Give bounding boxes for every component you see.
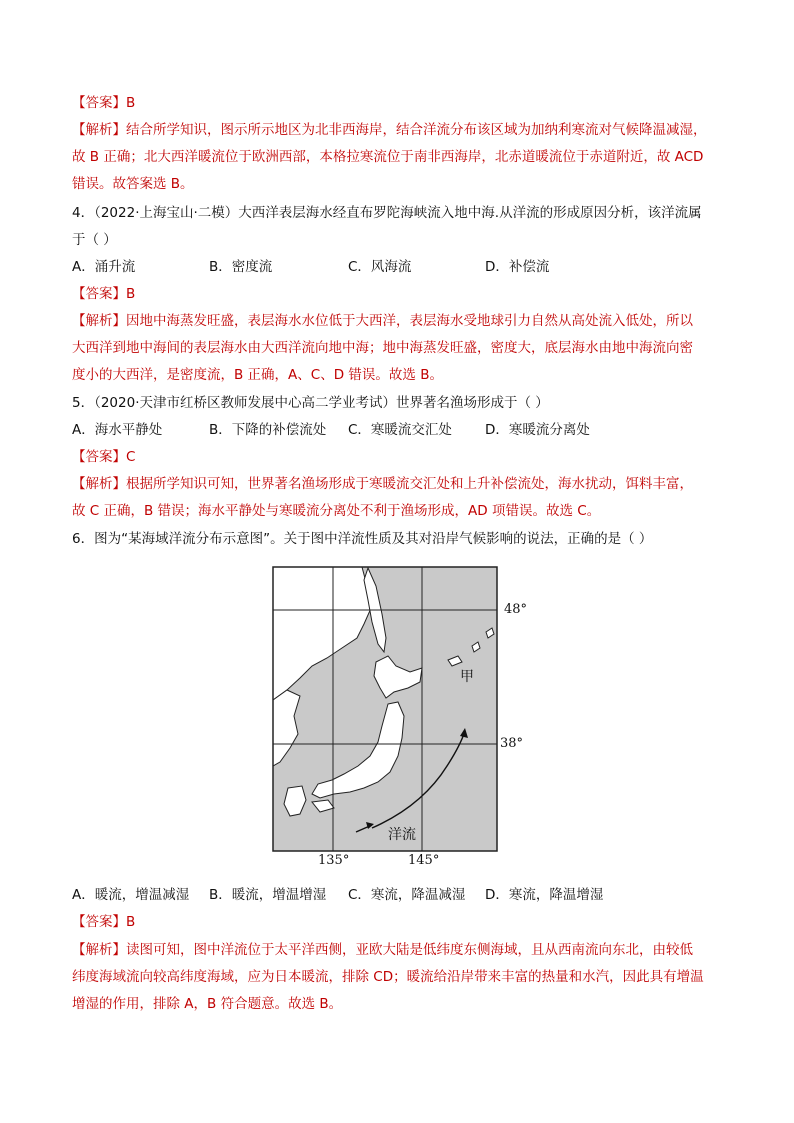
- point-label-jia: 甲: [460, 669, 474, 685]
- q6-option-b: B．暖流，增温增湿: [209, 887, 327, 903]
- q6-stem-line-1: 6．图为“某海域洋流分布示意图”。关于图中洋流性质及其对沿岸气候影响的说法，正确的是（ ）: [72, 531, 653, 547]
- q6-answer: B: [126, 914, 136, 930]
- q3-analysis-line-2: 故 B 正确；北大西洋暖流位于欧洲西部，本格拉寒流位于南非西海岸，北赤道暖流位于赤道附近，故 ACD: [72, 149, 704, 165]
- answer-tag: 【答案】: [72, 95, 126, 111]
- q4-answer: B: [126, 286, 136, 302]
- analysis-tag: 【解析】: [72, 122, 126, 138]
- q5-analysis-line-1: 【解析】根据所学知识可知，世界著名渔场形成于寒暖流交汇处和上升补偿流处，海水扰动，饵料丰富，: [72, 476, 693, 492]
- q4-stem-line-2: 于（ ）: [72, 232, 117, 248]
- q6-option-c: C．寒流，降温减湿: [348, 887, 466, 903]
- q5-option-d: D．寒暖流分离处: [485, 422, 590, 438]
- q5-analysis-line-2: 故 C 正确，B 错误；海水平静处与寒暖流分离处不利于渔场形成，AD 项错误。故选 C。: [72, 503, 601, 519]
- q3-answer-line: [72, 93, 135, 113]
- q6-analysis-line-3: 增湿的作用，排除 A，B 符合题意。故选 B。: [72, 996, 343, 1012]
- q6-option-d: D．寒流，降温增湿: [485, 887, 604, 903]
- q5-answer: C: [126, 449, 136, 465]
- q4-option-b: B．密度流: [209, 259, 273, 275]
- analysis-tag: 【解析】: [72, 476, 126, 492]
- q6-option-a: A．暖流，增温减湿: [72, 887, 190, 903]
- q4-analysis-line-1: 【解析】因地中海蒸发旺盛，表层海水水位低于大西洋，表层海水受地球引力自然从高处流入低处，所以: [72, 313, 693, 329]
- analysis-tag: 【解析】: [72, 942, 126, 958]
- q6-answer-line: [72, 912, 135, 932]
- q4-analysis-line-2: 大西洋到地中海间的表层海水由大西洋流向地中海；地中海蒸发旺盛，密度大，底层海水由地中海流向密: [72, 340, 693, 356]
- q4-option-d: D．补偿流: [485, 259, 550, 275]
- lat-label-38: 38°: [500, 736, 524, 751]
- q3-answer: B: [126, 95, 136, 111]
- answer-tag: 【答案】: [72, 286, 126, 302]
- q3-analysis-line-1: 【解析】结合所学知识，图示所示地区为北非西海岸，结合洋流分布该区域为加纳利寒流对气候降温减湿，: [72, 122, 707, 138]
- q4-option-c: C．风海流: [348, 259, 412, 275]
- answer-tag: 【答案】: [72, 914, 126, 930]
- q3-analysis-line-3: 错误。故答案选 B。: [72, 176, 194, 192]
- current-label: 洋流: [388, 824, 416, 844]
- map-figure: [272, 566, 498, 852]
- answer-tag: 【答案】: [72, 449, 126, 465]
- q6-analysis-line-1: 【解析】读图可知，图中洋流位于太平洋西侧，亚欧大陆是低纬度东侧海域，且从西南流向东北，由较低: [72, 942, 693, 958]
- q4-analysis-line-3: 度小的大西洋，是密度流，B 正确，A、C、D 错误。故选 B。: [72, 367, 443, 383]
- analysis-tag: 【解析】: [72, 313, 126, 329]
- lat-label-48: 48°: [504, 602, 528, 617]
- q5-option-a: A．海水平静处: [72, 422, 163, 438]
- lon-label-145: 145°: [408, 853, 440, 868]
- q5-stem-line-1: 5．（2020·天津市红桥区教师发展中心高二学业考试）世界著名渔场形成于（ ）: [72, 395, 549, 411]
- lon-label-135: 135°: [318, 853, 350, 868]
- q5-option-b: B．下降的补偿流处: [209, 422, 327, 438]
- q4-answer-line: [72, 284, 135, 304]
- q5-option-c: C．寒暖流交汇处: [348, 422, 452, 438]
- q4-stem-line-1: 4．（2022·上海宝山·二模）大西洋表层海水经直布罗陀海峡流入地中海.从洋流的形成原因分析，该洋流属: [72, 205, 702, 221]
- ocean-current-map: [272, 566, 528, 868]
- q6-analysis-line-2: 纬度海域流向较高纬度海域，应为日本暖流，排除 CD；暖流给沿岸带来丰富的热量和水汽，因此具有增温: [72, 969, 704, 985]
- q4-option-a: A．涌升流: [72, 259, 136, 275]
- q5-answer-line: [72, 447, 135, 467]
